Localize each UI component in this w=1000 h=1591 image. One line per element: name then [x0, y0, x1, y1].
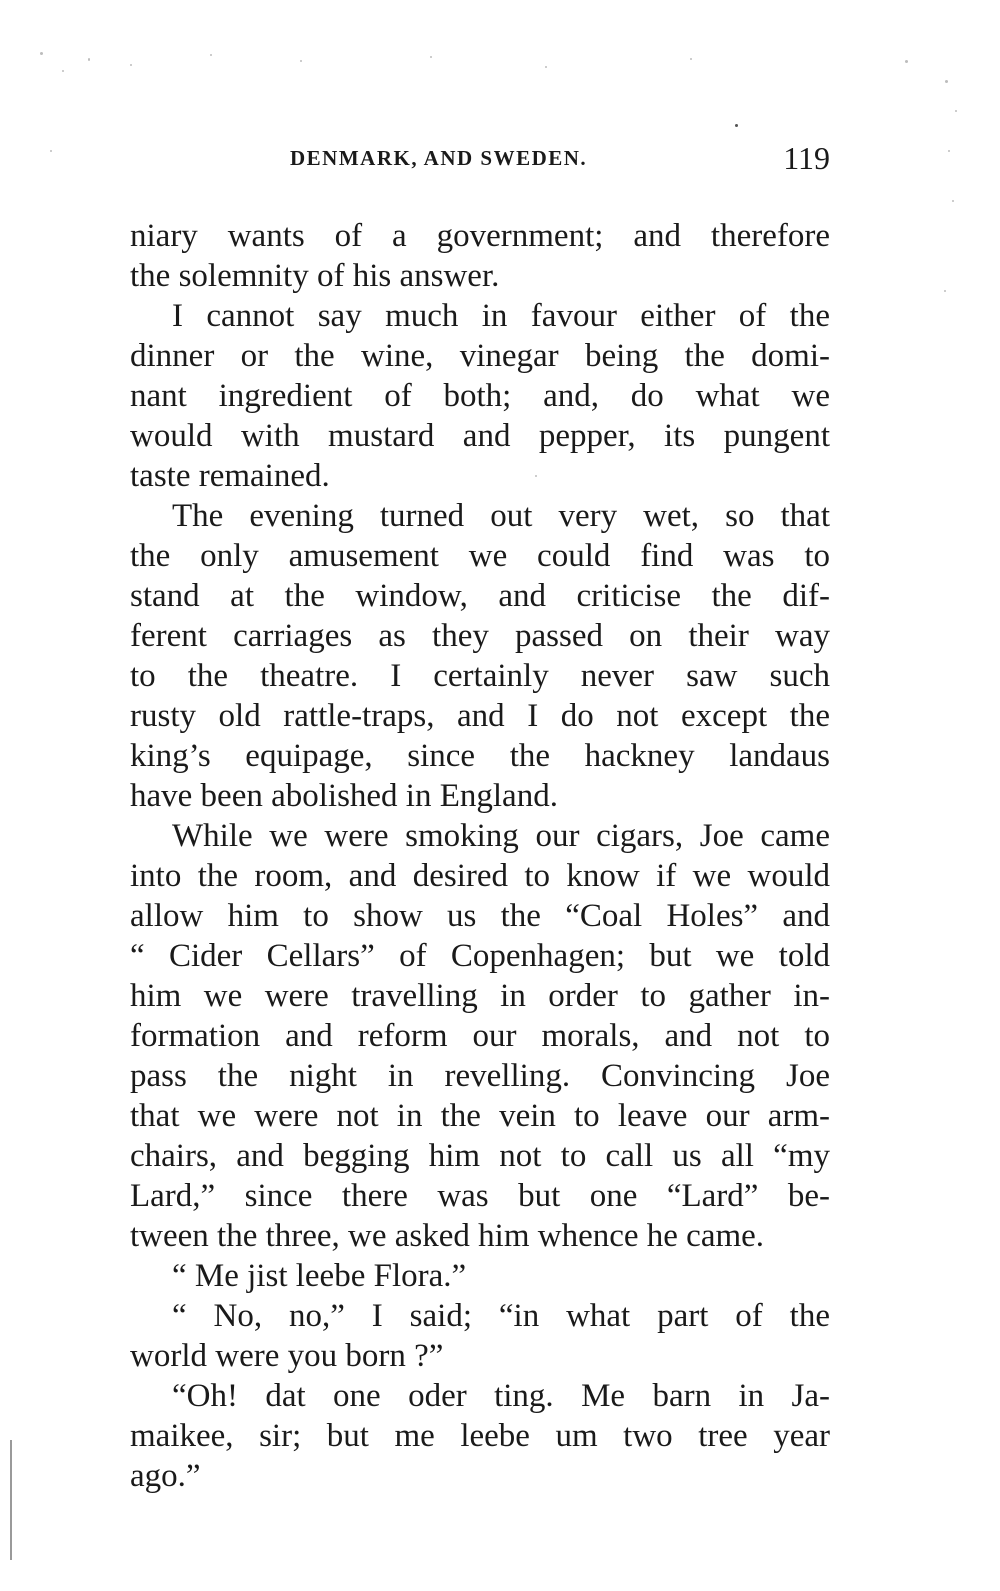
scan-speckle	[62, 70, 64, 72]
text-line: ago.”	[130, 1458, 201, 1494]
scan-speckle	[130, 64, 132, 66]
page-number: 119	[783, 140, 830, 176]
scan-speckle	[88, 58, 90, 61]
scan-speckle	[905, 60, 908, 63]
text-line: While we were smoking our cigars, Joe came	[172, 818, 830, 854]
scan-speckle	[40, 52, 43, 55]
text-line: the only amusement we could find was to	[130, 538, 830, 574]
body-text	[130, 216, 830, 1496]
scan-edge-mark	[10, 1440, 12, 1560]
text-line: the solemnity of his answer.	[130, 258, 500, 294]
text-line: into the room, and desired to know if we would	[130, 858, 830, 894]
text-line: pass the night in revelling. Convincing Joe	[130, 1058, 830, 1094]
scan-speckle	[300, 60, 302, 62]
paragraph	[130, 296, 830, 496]
paragraph	[130, 816, 830, 1256]
text-line: rusty old rattle-traps, and I do not except the	[130, 698, 830, 734]
text-line: him we were travelling in order to gather in-	[130, 978, 830, 1014]
running-head: DENMARK, AND SWEDEN.	[290, 146, 588, 170]
paragraph	[130, 216, 830, 296]
text-line: stand at the window, and criticise the dif-	[130, 578, 830, 614]
text-line: formation and reform our morals, and not to	[130, 1018, 830, 1054]
text-line: world were you born ?”	[130, 1338, 444, 1374]
paragraph	[130, 1376, 830, 1496]
scan-speckle	[430, 56, 432, 58]
page-header	[130, 140, 830, 180]
paragraph	[130, 496, 830, 816]
scan-speckle	[735, 124, 738, 127]
scan-speckle	[948, 150, 950, 152]
scan-speckle	[210, 54, 212, 56]
text-line: dinner or the wine, vinegar being the domi-	[130, 338, 830, 374]
text-line: tween the three, we asked him whence he came.	[130, 1218, 765, 1254]
text-line: The evening turned out very wet, so that	[172, 498, 830, 534]
text-line: maikee, sir; but me leebe um two tree year	[130, 1418, 830, 1454]
scan-speckle	[690, 58, 692, 60]
paragraph	[130, 1296, 830, 1376]
paragraph	[130, 1256, 830, 1296]
text-line: “ Me jist leebe Flora.”	[172, 1258, 467, 1294]
text-line: Lard,” since there was but one “Lard” be-	[130, 1178, 830, 1214]
text-line: to the theatre. I certainly never saw such	[130, 658, 830, 694]
scan-speckle	[50, 150, 52, 152]
text-line: ferent carriages as they passed on their way	[130, 618, 830, 654]
text-line: nant ingredient of both; and, do what we	[130, 378, 830, 414]
text-line: niary wants of a government; and therefore	[130, 218, 830, 254]
text-line: allow him to show us the “Coal Holes” and	[130, 898, 830, 934]
text-line: “ Cider Cellars” of Copenhagen; but we told	[130, 938, 830, 974]
scan-speckle	[945, 80, 948, 83]
text-line: “Oh! dat one oder ting. Me barn in Ja-	[172, 1378, 830, 1414]
scan-speckle	[545, 66, 547, 68]
text-line: I cannot say much in favour either of the	[172, 298, 830, 334]
text-line: chairs, and begging him not to call us all “my	[130, 1138, 830, 1174]
scan-speckle	[952, 200, 954, 202]
text-line: have been abolished in England.	[130, 778, 558, 814]
scan-speckle	[955, 110, 957, 112]
text-line: would with mustard and pepper, its pungent	[130, 418, 830, 454]
scan-speckle	[944, 290, 946, 292]
text-line: that we were not in the vein to leave our arm-	[130, 1098, 830, 1134]
text-line: “ No, no,” I said; “in what part of the	[172, 1298, 830, 1334]
text-line: king’s equipage, since the hackney landaus	[130, 738, 830, 774]
text-line: taste remained.	[130, 458, 330, 494]
